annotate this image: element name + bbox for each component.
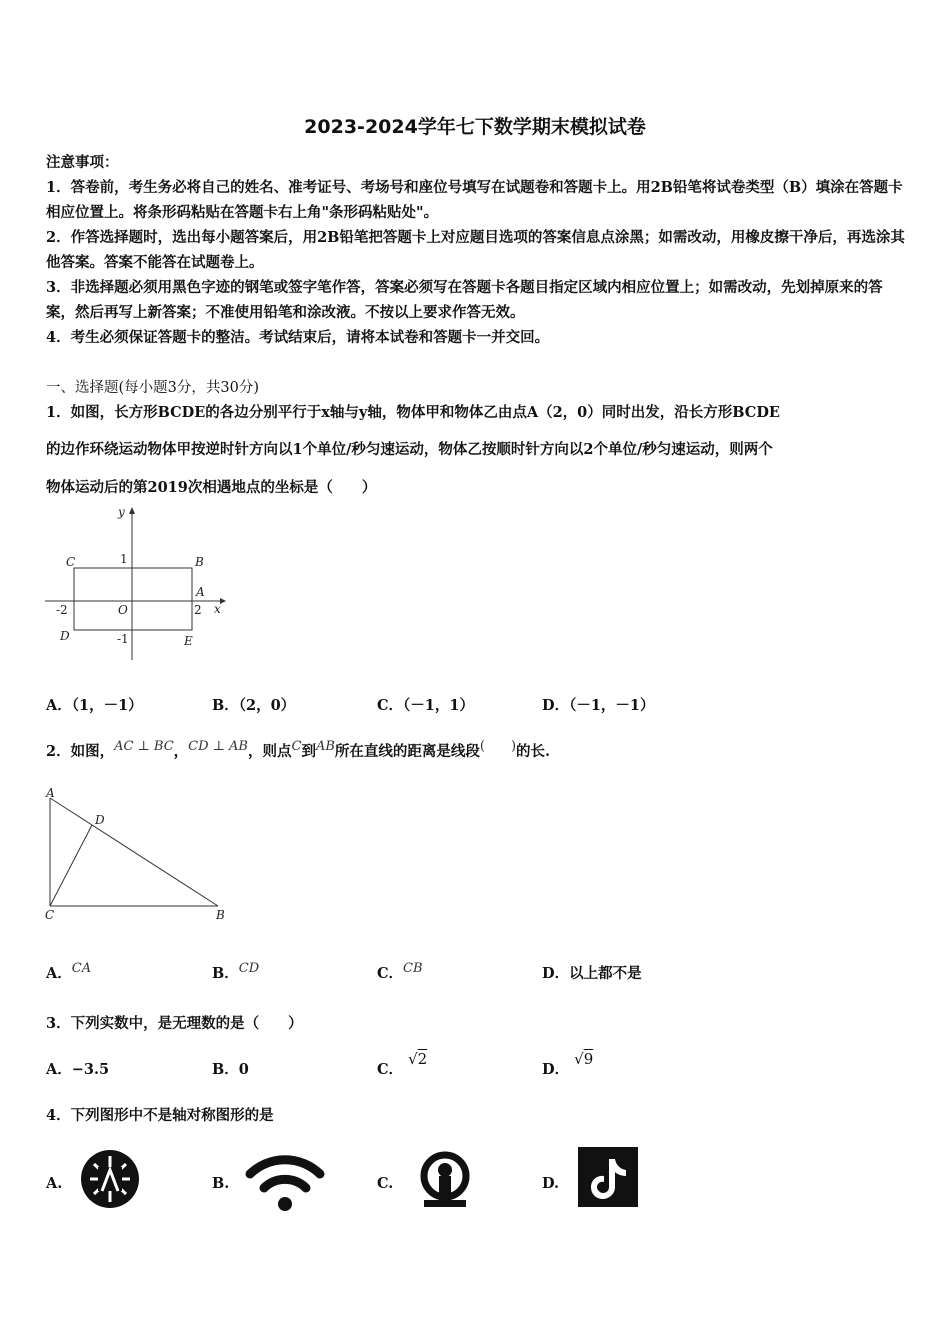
q2-math-cd-ab: CD ⊥ AB	[188, 739, 248, 754]
q2-option-c[interactable]	[377, 962, 423, 983]
q2-sep: ，	[173, 743, 189, 760]
label-x: x	[214, 602, 221, 616]
q2-math-ab: AB	[315, 739, 335, 754]
q4-stem: 4．下列图形中不是轴对称图形的是	[46, 1107, 274, 1124]
q2-paren: ( )	[479, 739, 517, 754]
q1-option-d[interactable]: D．（－1，－1）	[542, 697, 655, 714]
label-y: y	[118, 505, 125, 519]
q2-stem	[46, 740, 550, 761]
tri-label-d: D	[95, 813, 105, 827]
page-title: 2023-2024学年七下数学期末模拟试卷	[304, 116, 646, 138]
sqrt-icon: √9	[574, 1050, 594, 1068]
q2-option-d[interactable]: D．以上都不是	[542, 965, 642, 982]
notice-item-4: 4．考生必须保证答题卡的整洁。考试结束后，请将本试卷和答题卡一并交回。	[46, 329, 550, 346]
q2-option-b-value: CD	[238, 961, 260, 976]
q3-option-c-label: C．	[377, 1061, 404, 1078]
q3-option-d[interactable]	[542, 1050, 594, 1079]
wifi-icon	[244, 1152, 326, 1214]
q4-option-a[interactable]: A.	[46, 1175, 63, 1192]
segment-ab	[50, 798, 218, 906]
label-a: A	[196, 585, 205, 599]
q2-option-c-label: C．	[377, 965, 404, 982]
notice-item-3: 3．非选择题必须用黑色字迹的钢笔或签字笔作答，答案必须写在答题卡各题目指定区域内相应位置上；如需改动，先划掉原来的答案，然后再写上新答案；不准使用铅笔和涂改液。不按以上要求作答无效。	[46, 279, 883, 321]
q2-option-a[interactable]	[46, 962, 91, 983]
q1-line1: 1．如图，长方形BCDE的各边分别平行于x轴与y轴，物体甲和物体乙由点A（2，0）同时出发，沿长方形BCDE	[46, 404, 780, 421]
q2-suffix: 的长.	[516, 743, 551, 760]
label-o: O	[118, 603, 128, 617]
q1-coordinate-figure	[40, 500, 240, 670]
y-axis-arrow-icon	[129, 507, 135, 514]
rectangle-bcde	[74, 568, 192, 630]
q3-option-c-radicand: 2	[417, 1050, 428, 1068]
label-d: D	[60, 629, 70, 643]
notice-item-1: 1．答卷前，考生务必将自己的姓名、准考证号、考场号和座位号填写在试题卷和答题卡上。用2B铅笔将试卷类型（B）填涂在答题卡相应位置上。将条形码粘贴在答题卡右上角"条形码粘贴处"。	[46, 179, 903, 221]
tri-label-c: C	[45, 908, 55, 922]
tiktok-logo-icon	[578, 1147, 638, 1207]
label-neg2: -2	[56, 603, 68, 617]
railway-logo-icon	[414, 1150, 476, 1212]
q2-option-a-label: A．	[46, 965, 72, 982]
label-e: E	[184, 634, 193, 648]
q3-option-d-radicand: 9	[583, 1050, 594, 1068]
metro-logo-icon	[80, 1150, 140, 1210]
q2-math-c: C	[291, 739, 302, 754]
q2-option-b[interactable]	[212, 962, 259, 983]
q2-to: 到	[301, 743, 316, 760]
label-b: B	[195, 555, 204, 569]
q3-option-c[interactable]	[377, 1050, 428, 1079]
q2-triangle-figure	[40, 782, 240, 927]
label-2: 2	[194, 603, 202, 617]
q3-option-d-label: D．	[542, 1061, 570, 1078]
q3-option-a[interactable]: A．−3.5	[46, 1061, 110, 1078]
notice-heading: 注意事项：	[46, 154, 119, 171]
sqrt-icon: √2	[408, 1050, 428, 1068]
label-1: 1	[120, 552, 128, 566]
q1-line2: 的边作环绕运动物体甲按逆时针方向以1个单位/秒匀速运动，物体乙按顺时针方向以2个单位/秒匀速运动，则两个	[46, 441, 773, 458]
notice-block	[46, 150, 906, 350]
q1-option-c[interactable]: C．（－1，1）	[377, 697, 474, 714]
label-neg1: -1	[117, 632, 129, 646]
q2-rest: 所在直线的距离是线段	[334, 743, 480, 760]
q2-mid: ，则点	[247, 743, 292, 760]
q2-math-ac-bc: AC ⊥ BC	[114, 739, 174, 754]
tri-label-a: A	[46, 786, 55, 800]
q4-option-c[interactable]: C.	[377, 1175, 394, 1192]
q2-option-c-value: CB	[403, 961, 423, 976]
q1-option-a[interactable]: A．（1，－1）	[46, 697, 143, 714]
q4-option-b[interactable]: B.	[212, 1175, 230, 1192]
segment-cd	[50, 825, 92, 906]
q2-prefix: 2．如图，	[46, 743, 115, 760]
q4-option-d[interactable]: D.	[542, 1175, 560, 1192]
q2-option-b-label: B．	[212, 965, 239, 982]
q2-option-a-value: CA	[71, 961, 92, 976]
section-heading: 一、选择题(每小题3分，共30分)	[46, 380, 259, 396]
tri-label-b: B	[216, 908, 225, 922]
q1-line3: 物体运动后的第2019次相遇地点的坐标是（ ）	[46, 479, 377, 496]
label-c: C	[66, 555, 76, 569]
q3-option-b[interactable]: B．0	[212, 1061, 249, 1078]
x-axis-arrow-icon	[220, 598, 226, 604]
q1-option-b[interactable]: B．（2，0）	[212, 697, 296, 714]
q3-stem: 3．下列实数中，是无理数的是（ ）	[46, 1015, 303, 1032]
notice-item-2: 2．作答选择题时，选出每小题答案后，用2B铅笔把答题卡上对应题目选项的答案信息点涂黑；如需改动，用橡皮擦干净后，再选涂其他答案。答案不能答在试题卷上。	[46, 229, 905, 271]
